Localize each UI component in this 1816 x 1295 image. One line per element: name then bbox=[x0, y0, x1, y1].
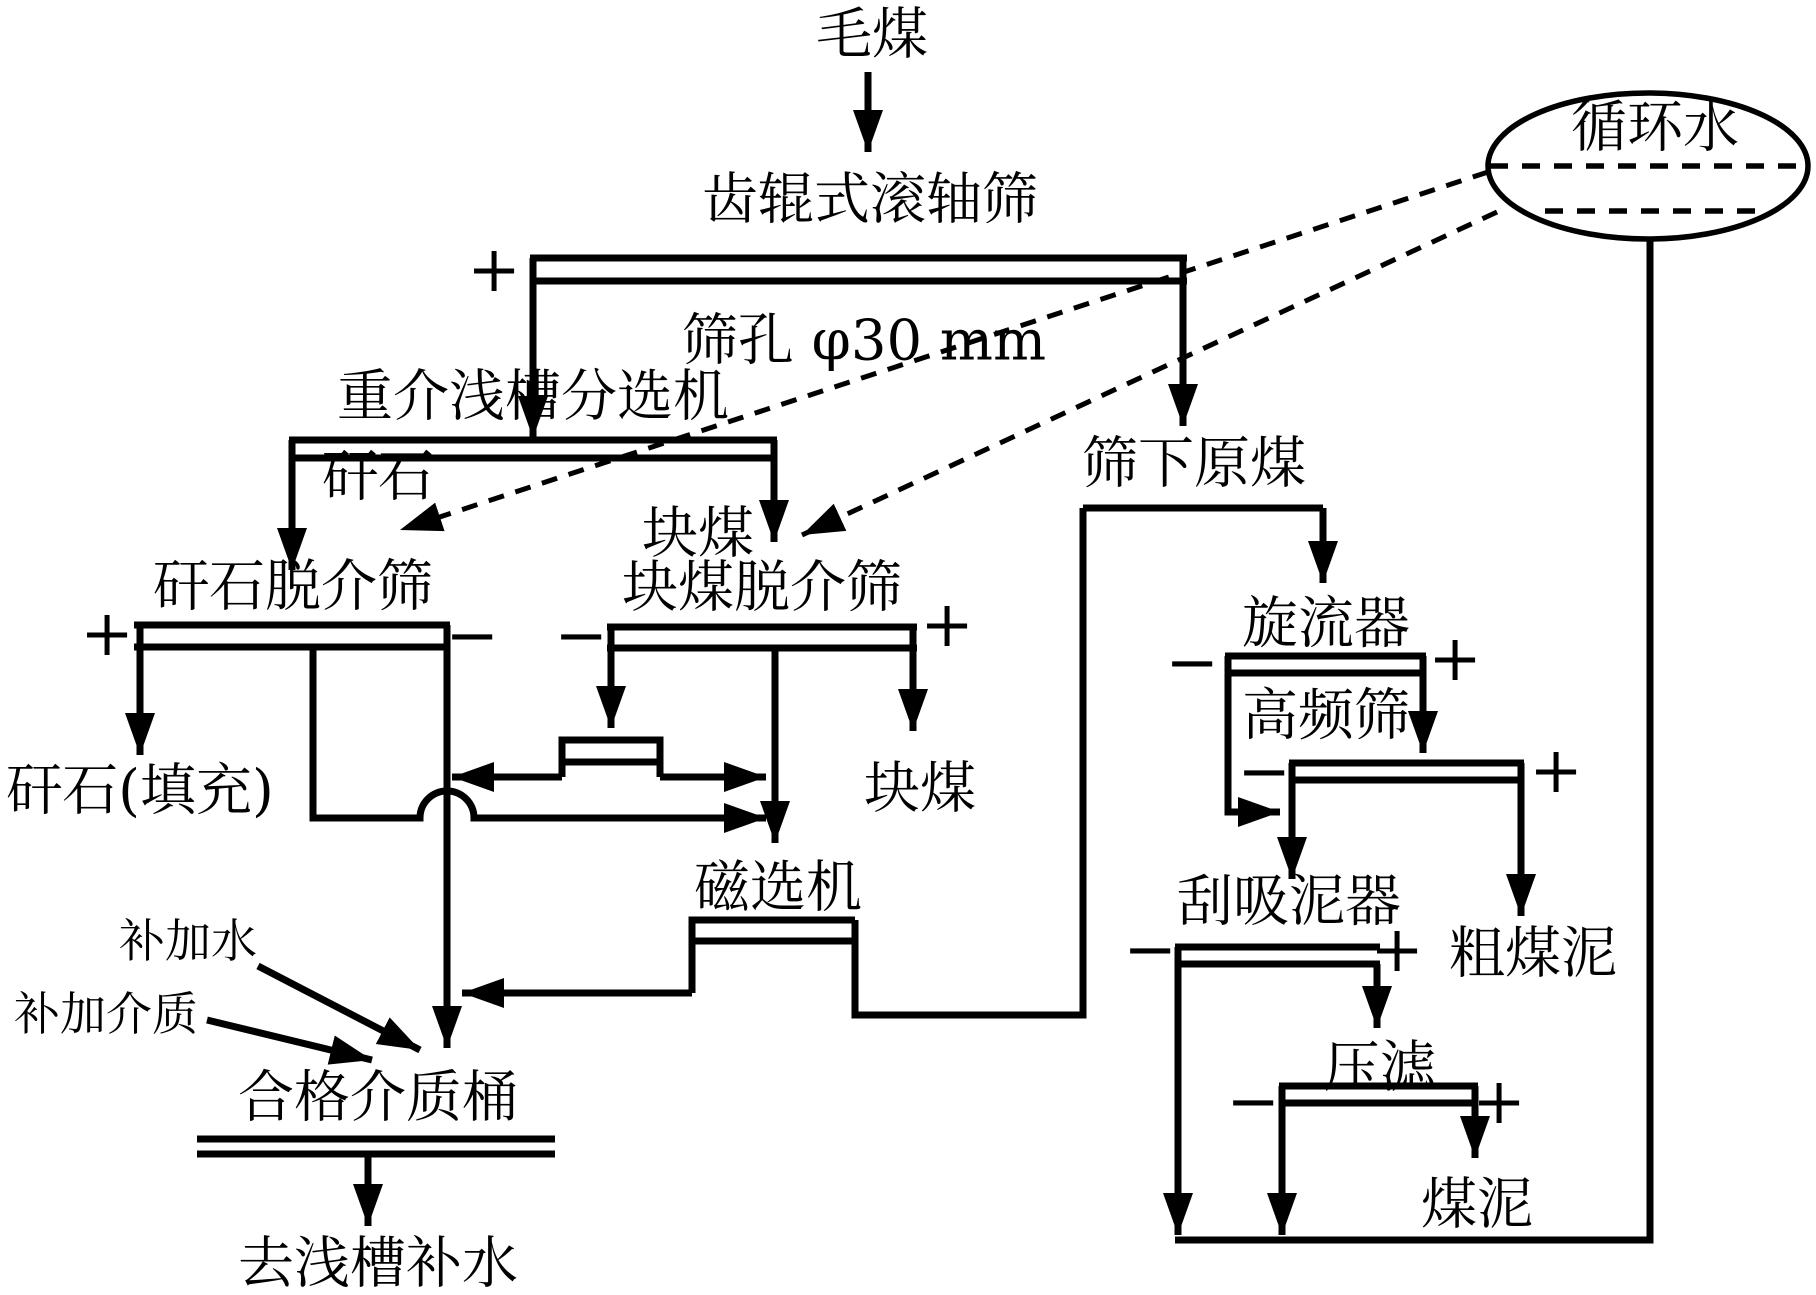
sign-scraper-minus: − bbox=[1123, 913, 1177, 987]
sign-gangue-screen-plus: + bbox=[80, 597, 134, 671]
node-shallow-trough-separator: 重介浅槽分选机 bbox=[337, 364, 729, 430]
node-to-shallow-trough-water: 去浅槽补水 bbox=[238, 1231, 518, 1295]
node-cyclone: 旋流器 bbox=[1242, 591, 1410, 657]
node-gangue: 矸石 bbox=[322, 444, 434, 510]
node-lump-drain-screen: 块煤脱介筛 bbox=[622, 555, 902, 621]
node-slime: 煤泥 bbox=[1421, 1172, 1533, 1238]
node-lump-coal-feed: 块煤 bbox=[642, 501, 754, 567]
node-gangue-drain-screen: 矸石脱介筛 bbox=[153, 554, 433, 620]
node-scraper-suction: 刮吸泥器 bbox=[1177, 869, 1401, 935]
node-press-filter: 压滤 bbox=[1324, 1035, 1436, 1101]
node-circulating-water: 循环水 bbox=[1571, 95, 1739, 161]
sign-lump-screen-plus: + bbox=[920, 588, 974, 662]
node-screen-aperture: 筛孔 φ30 mm bbox=[681, 308, 1047, 374]
node-undersize-raw-coal: 筛下原煤 bbox=[1082, 431, 1306, 497]
node-makeup-medium: 补加介质 bbox=[14, 987, 198, 1041]
node-qualified-medium-tank: 合格介质桶 bbox=[238, 1065, 518, 1131]
sign-scraper-plus: + bbox=[1370, 913, 1424, 987]
sign-highfreq-plus: + bbox=[1529, 734, 1583, 808]
sign-highfreq-minus: − bbox=[1237, 735, 1291, 809]
sign-roller-screen-plus: + bbox=[467, 233, 521, 307]
node-gangue-fill: 矸石(填充) bbox=[6, 758, 274, 824]
node-coarse-slime: 粗煤泥 bbox=[1449, 921, 1617, 987]
node-makeup-water: 补加水 bbox=[119, 914, 257, 968]
sign-press-plus: + bbox=[1472, 1065, 1526, 1139]
node-raw-coal: 毛煤 bbox=[816, 2, 928, 68]
sign-lump-screen-minus: − bbox=[554, 599, 608, 673]
node-lump-coal-product: 块煤 bbox=[864, 756, 976, 822]
node-roller-screen: 齿辊式滚轴筛 bbox=[702, 167, 1038, 233]
node-magnetic-separator: 磁选机 bbox=[694, 855, 862, 921]
node-high-frequency-screen: 高频筛 bbox=[1242, 683, 1410, 749]
sign-press-minus: − bbox=[1226, 1065, 1280, 1139]
sign-gangue-screen-minus: − bbox=[445, 599, 499, 673]
sign-cyclone-plus: + bbox=[1428, 622, 1482, 696]
sign-cyclone-minus: − bbox=[1165, 626, 1219, 700]
